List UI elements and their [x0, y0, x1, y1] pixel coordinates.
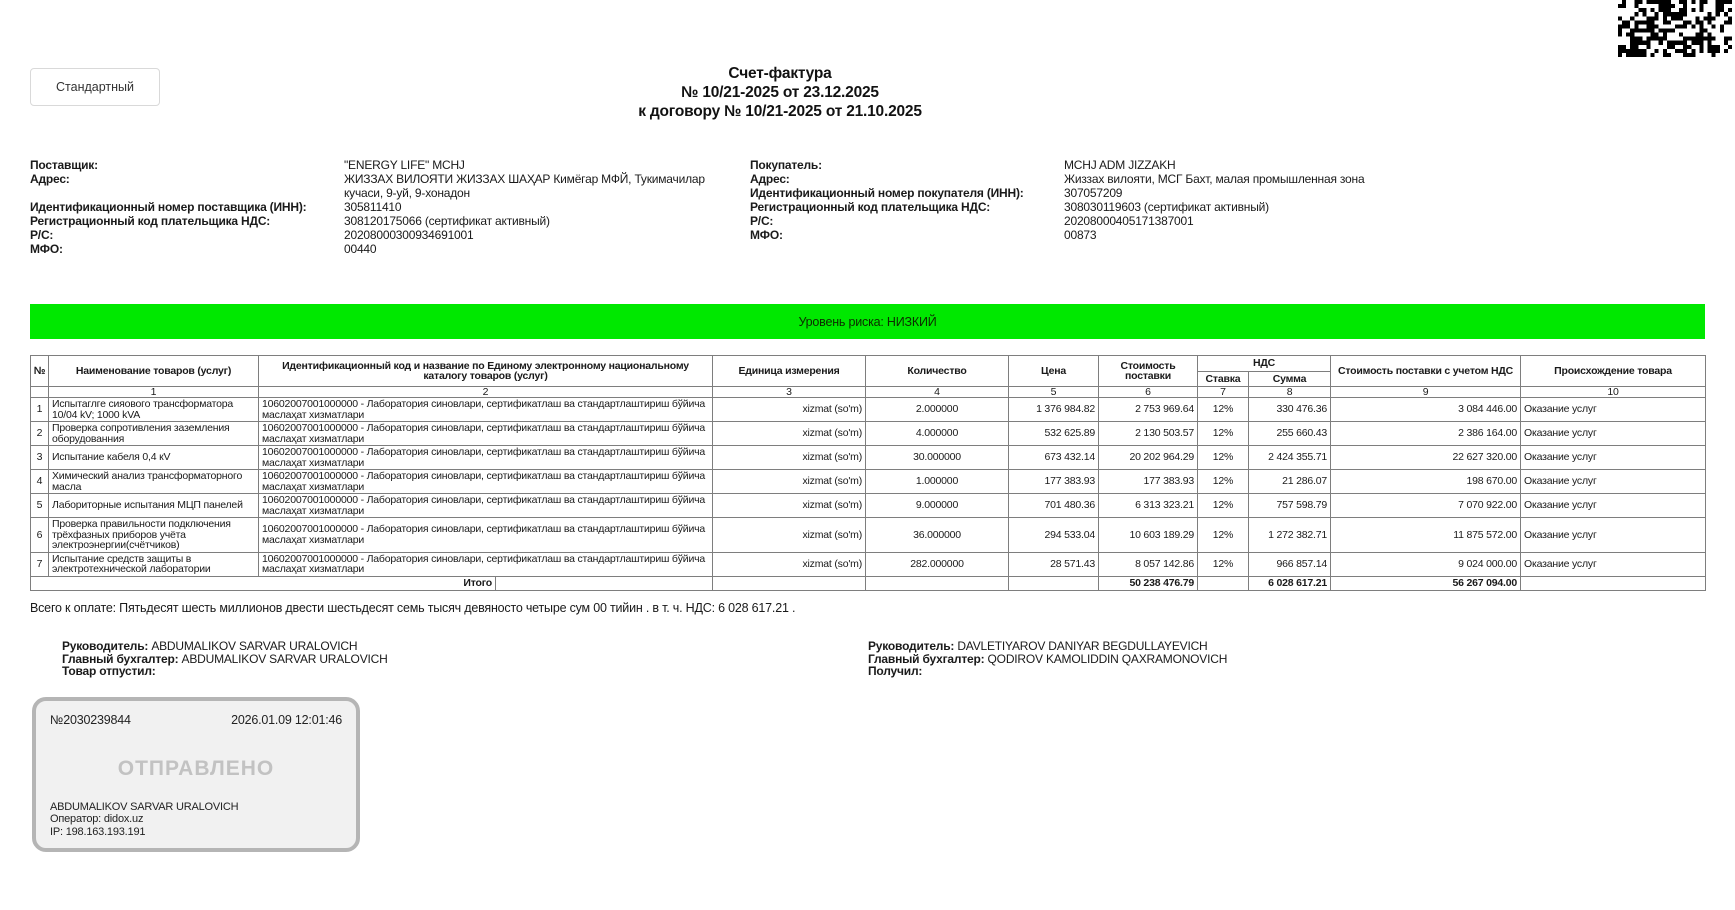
item-cost: 2 130 503.57 — [1099, 422, 1198, 446]
item-origin: Оказание услуг — [1521, 518, 1706, 553]
supplier-director-name: ABDUMALIKOV SARVAR URALOVICH — [151, 639, 358, 653]
item-qty: 36.000000 — [866, 518, 1009, 553]
item-origin: Оказание услуг — [1521, 470, 1706, 494]
item-price: 1 376 984.82 — [1009, 398, 1099, 422]
item-code: 10602007001000000 - Лаборатория синовлари, сертификатлаш ва стандартлаштириш бўйича маслаҳат хизматлари — [259, 422, 713, 446]
buyer-director-label: Руководитель: — [868, 639, 955, 653]
totals-label: Итого — [31, 576, 496, 590]
col-num-1: 1 — [49, 387, 259, 398]
item-vat-rate: 12% — [1198, 398, 1249, 422]
item-unit: xizmat (so'm) — [713, 470, 866, 494]
item-vat-sum: 966 857.14 — [1249, 552, 1331, 576]
buyer-mfo: 00873 — [1064, 228, 1097, 242]
item-price: 28 571.43 — [1009, 552, 1099, 576]
buyer-inn-label: Идентификационный номер покупателя (ИНН): — [750, 186, 1024, 200]
table-row: 5 Лабориторные испытания МЦП панелей 10602007001000000 - Лаборатория синовлари, сертификатлаш ва стандартлаштириш бўйича маслаҳат хизматлари xizmat (so'm) 9.000000 701 480.36 6 313 323.21 12% 757 598.79 7 070 922.00 Оказание услуг — [31, 494, 1706, 518]
item-origin: Оказание услуг — [1521, 398, 1706, 422]
item-unit: xizmat (so'm) — [713, 446, 866, 470]
buyer-address: Жиззах вилояти, МСГ Бахт, малая промышленная зона — [1064, 172, 1365, 186]
col-header-num: № — [31, 356, 49, 387]
buyer-name: MCHJ ADM JIZZAKH — [1064, 158, 1176, 172]
column-number-row — [31, 387, 1706, 398]
col-header-qty: Количество — [866, 356, 1009, 387]
item-total: 198 670.00 — [1331, 470, 1521, 494]
item-name: Испытание кабеля 0,4 кV — [49, 446, 259, 470]
item-name: Проверка правильности подключения трёхфазных приборов учёта электроэнергии(счётчиков) — [49, 518, 259, 553]
buyer-account-label: Р/С: — [750, 214, 774, 228]
buyer-director-name: DAVLETIYAROV DANIYAR BEGDULLAYEVICH — [957, 639, 1208, 653]
item-price: 294 533.04 — [1009, 518, 1099, 553]
col-num-3: 3 — [713, 387, 866, 398]
buyer-vat-label: Регистрационный код плательщика НДС: — [750, 200, 991, 214]
item-vat-rate: 12% — [1198, 446, 1249, 470]
stamp-ip: IP: 198.163.193.191 — [50, 825, 146, 838]
item-origin: Оказание услуг — [1521, 422, 1706, 446]
supplier-account-label: Р/С: — [30, 228, 54, 242]
item-qty: 4.000000 — [866, 422, 1009, 446]
col-num-8: 8 — [1249, 387, 1331, 398]
supplier-inn-label: Идентификационный номер поставщика (ИНН): — [30, 200, 307, 214]
supplier-label: Поставщик: — [30, 158, 98, 172]
item-vat-sum: 757 598.79 — [1249, 494, 1331, 518]
item-cost: 10 603 189.29 — [1099, 518, 1198, 553]
table-row: 4 Химический анализ трансформаторного масла 10602007001000000 - Лаборатория синовлари, сертификатлаш ва стандартлаштириш бўйича маслаҳат хизматлари xizmat (so'm) 1.000000 177 383.93 177 383.93 12% 21 286.07 198 670.00 Оказание услуг — [31, 470, 1706, 494]
supplier-accountant-name: ABDUMALIKOV SARVAR URALOVICH — [181, 651, 388, 666]
col-header-vat-group: НДС — [1198, 356, 1331, 372]
supplier-address-label: Адрес: — [30, 172, 70, 186]
col-header-code: Идентификационный код и название по Единому электронному национальному каталогу товаров (услуг) — [259, 356, 713, 387]
item-total: 9 024 000.00 — [1331, 552, 1521, 576]
buyer-inn: 307057209 — [1064, 186, 1123, 200]
item-cost: 177 383.93 — [1099, 470, 1198, 494]
item-qty: 2.000000 — [866, 398, 1009, 422]
item-code: 10602007001000000 - Лаборатория синовлари, сертификатлаш ва стандартлаштириш бўйича маслаҳат хизматлари — [259, 398, 713, 422]
col-header-vat-rate: Ставка — [1198, 371, 1249, 387]
buyer-accountant-name: QODIROV KAMOLIDDIN QAXRAMONOVICH — [987, 651, 1228, 666]
item-qty: 9.000000 — [866, 494, 1009, 518]
table-row: 3 Испытание кабеля 0,4 кV 10602007001000000 - Лаборатория синовлари, сертификатлаш ва стандартлаштириш бўйича маслаҳат хизматлари xizmat (so'm) 30.000000 673 432.14 20 202 964.29 12% 2 424 355.71 22 627 320.00 Оказание услуг — [31, 446, 1706, 470]
col-num-5: 5 — [1009, 387, 1099, 398]
stamp-operator: Оператор: didox.uz — [50, 813, 144, 825]
item-origin: Оказание услуг — [1521, 446, 1706, 470]
supplier-mfo: 00440 — [344, 242, 377, 256]
col-num-10: 10 — [1521, 387, 1706, 398]
item-vat-sum: 21 286.07 — [1249, 470, 1331, 494]
col-header-vat-sum: Сумма — [1249, 371, 1331, 387]
buyer-block — [750, 158, 1705, 256]
qr-code — [1618, 0, 1732, 57]
buyer-mfo-label: МФО: — [750, 228, 783, 242]
col-num-4: 4 — [866, 387, 1009, 398]
supplier-account: 20208000300934691001 — [344, 228, 474, 242]
item-qty: 1.000000 — [866, 470, 1009, 494]
item-code: 10602007001000000 - Лаборатория синовлари, сертификатлаш ва стандартлаштириш бўйича маслаҳат хизматлари — [259, 446, 713, 470]
supplier-signatures — [62, 640, 388, 678]
item-name: Испытаглге сияового трансформатора 10/04 kV; 1000 kVA — [49, 398, 259, 422]
col-num-6: 6 — [1099, 387, 1198, 398]
item-vat-rate: 12% — [1198, 518, 1249, 553]
col-header-total: Стоимость поставки с учетом НДС — [1331, 356, 1521, 387]
item-unit: xizmat (so'm) — [713, 422, 866, 446]
item-total: 7 070 922.00 — [1331, 494, 1521, 518]
item-qty: 282.000000 — [866, 552, 1009, 576]
totals-total: 56 267 094.00 — [1331, 576, 1521, 590]
parties-section — [30, 158, 1705, 256]
item-origin: Оказание услуг — [1521, 552, 1706, 576]
supplier-name: "ENERGY LIFE" MCHJ — [344, 158, 465, 172]
item-total: 2 386 164.00 — [1331, 422, 1521, 446]
item-unit: xizmat (so'm) — [713, 518, 866, 553]
table-row: 1 Испытаглге сияового трансформатора 10/04 kV; 1000 kVA 10602007001000000 - Лаборатория синовлари, сертификатлаш ва стандартлаштириш бўйича маслаҳат хизматлари xizmat (so'm) 2.000000 1 376 984.82 2 753 969.64 12% 330 476.36 3 084 446.00 Оказание услуг — [31, 398, 1706, 422]
item-total: 22 627 320.00 — [1331, 446, 1521, 470]
item-name: Испытание средств защиты в электротехнической лаборатории — [49, 552, 259, 576]
item-origin: Оказание услуг — [1521, 494, 1706, 518]
item-vat-rate: 12% — [1198, 552, 1249, 576]
totals-cost: 50 238 476.79 — [1099, 576, 1198, 590]
risk-banner — [30, 304, 1705, 339]
digital-stamp — [32, 697, 360, 852]
table-header-row — [31, 356, 1706, 372]
buyer-vat-code: 308030119603 (сертификат активный) — [1064, 200, 1269, 214]
item-cost: 20 202 964.29 — [1099, 446, 1198, 470]
invoice-title — [30, 64, 1530, 121]
table-row: 6 Проверка правильности подключения трёхфазных приборов учёта электроэнергии(счётчиков) 10602007001000000 - Лаборатория синовлари, сертификатлаш ва стандартлаштириш бўйича маслаҳат хизматлари xizmat (so'm) 36.000000 294 533.04 10 603 189.29 12% 1 272 382.71 11 875 572.00 Оказание услуг — [31, 518, 1706, 553]
col-header-origin: Происхождение товара — [1521, 356, 1706, 387]
totals-row — [31, 576, 1706, 590]
stamp-status: ОТПРАВЛЕНО — [117, 757, 275, 780]
stamp-number: №2030239844 — [50, 713, 131, 727]
item-cost: 8 057 142.86 — [1099, 552, 1198, 576]
supplier-vat-label: Регистрационный код плательщика НДС: — [30, 214, 271, 228]
goods-released-label: Товар отпустил: — [62, 664, 156, 678]
col-header-cost: Стоимость поставки — [1099, 356, 1198, 387]
buyer-label: Покупатель: — [750, 158, 822, 172]
totals-vat: 6 028 617.21 — [1249, 576, 1331, 590]
item-code: 10602007001000000 - Лаборатория синовлари, сертификатлаш ва стандартлаштириш бўйича маслаҳат хизматлари — [259, 470, 713, 494]
item-qty: 30.000000 — [866, 446, 1009, 470]
item-price: 701 480.36 — [1009, 494, 1099, 518]
item-unit: xizmat (so'm) — [713, 552, 866, 576]
col-num-2: 2 — [259, 387, 713, 398]
item-name: Проверка сопротивления заземления оборудованния — [49, 422, 259, 446]
item-name: Химический анализ трансформаторного масла — [49, 470, 259, 494]
item-unit: xizmat (so'm) — [713, 398, 866, 422]
supplier-director-label: Руководитель: — [62, 639, 149, 653]
col-num-7: 7 — [1198, 387, 1249, 398]
contract-line: к договору № 10/21-2025 от 21.10.2025 — [638, 103, 922, 120]
buyer-account: 20208000405171387001 — [1064, 214, 1194, 228]
item-vat-rate: 12% — [1198, 470, 1249, 494]
item-code: 10602007001000000 - Лаборатория синовлари, сертификатлаш ва стандартлаштириш бўйича маслаҳат хизматлари — [259, 552, 713, 576]
supplier-address: ЖИЗЗАХ ВИЛОЯТИ ЖИЗЗАХ ШАҲАР Кимёгар МФЙ, Тукимачилар кучаси, 9-уй, 9-хонадон — [344, 172, 705, 200]
item-vat-sum: 330 476.36 — [1249, 398, 1331, 422]
items-table — [30, 355, 1706, 591]
supplier-block — [30, 158, 750, 256]
item-name: Лабориторные испытания МЦП панелей — [49, 494, 259, 518]
item-total: 3 084 446.00 — [1331, 398, 1521, 422]
supplier-accountant-label: Главный бухгалтер: — [62, 651, 179, 666]
buyer-signatures — [868, 640, 1227, 678]
col-num-9: 9 — [1331, 387, 1521, 398]
col-header-price: Цена — [1009, 356, 1099, 387]
buyer-address-label: Адрес: — [750, 172, 790, 186]
stamp-signer: ABDUMALIKOV SARVAR URALOVICH — [50, 800, 239, 813]
item-cost: 6 313 323.21 — [1099, 494, 1198, 518]
col-header-name: Наименование товаров (услуг) — [49, 356, 259, 387]
item-vat-rate: 12% — [1198, 494, 1249, 518]
goods-received-label: Получил: — [868, 664, 923, 678]
item-price: 532 625.89 — [1009, 422, 1099, 446]
buyer-accountant-label: Главный бухгалтер: — [868, 651, 985, 666]
item-code: 10602007001000000 - Лаборатория синовлари, сертификатлаш ва стандартлаштириш бўйича маслаҳат хизматлари — [259, 494, 713, 518]
supplier-mfo-label: МФО: — [30, 242, 63, 256]
item-vat-rate: 12% — [1198, 422, 1249, 446]
item-total: 11 875 572.00 — [1331, 518, 1521, 553]
col-header-unit: Единица измерения — [713, 356, 866, 387]
item-code: 10602007001000000 - Лаборатория синовлари, сертификатлаш ва стандартлаштириш бўйича маслаҳат хизматлари — [259, 518, 713, 553]
template-selector-button[interactable]: Стандартный — [30, 68, 160, 106]
item-price: 673 432.14 — [1009, 446, 1099, 470]
item-vat-sum: 1 272 382.71 — [1249, 518, 1331, 553]
invoice-number-line: № 10/21-2025 от 23.12.2025 — [681, 84, 879, 101]
supplier-inn: 305811410 — [344, 200, 402, 214]
item-cost: 2 753 969.64 — [1099, 398, 1198, 422]
item-vat-sum: 2 424 355.71 — [1249, 446, 1331, 470]
invoice-title-line1: Счет-фактура — [728, 65, 832, 82]
table-row: 2 Проверка сопротивления заземления оборудованния 10602007001000000 - Лаборатория синовлари, сертификатлаш ва стандартлаштириш бўйича маслаҳат хизматлари xizmat (so'm) 4.000000 532 625.89 2 130 503.57 12% 255 660.43 2 386 164.00 Оказание услуг — [31, 422, 1706, 446]
risk-banner-label: Уровень риска: НИЗКИЙ — [798, 314, 937, 329]
payment-total-line: Всего к оплате: Пятьдесят шесть миллионов двести шестьдесят семь тысяч девяносто четыре сум 00 тийин . в т. ч. НДС: 6 028 617.21 . — [30, 601, 796, 615]
table-row: 7 Испытание средств защиты в электротехнической лаборатории 10602007001000000 - Лаборатория синовлари, сертификатлаш ва стандартлаштириш бўйича маслаҳат хизматлари xizmat (so'm) 282.000000 28 571.43 8 057 142.86 12% 966 857.14 9 024 000.00 Оказание услуг — [31, 552, 1706, 576]
item-price: 177 383.93 — [1009, 470, 1099, 494]
stamp-datetime: 2026.01.09 12:01:46 — [231, 713, 342, 727]
item-unit: xizmat (so'm) — [713, 494, 866, 518]
item-vat-sum: 255 660.43 — [1249, 422, 1331, 446]
supplier-vat-code: 308120175066 (сертификат активный) — [344, 214, 550, 228]
